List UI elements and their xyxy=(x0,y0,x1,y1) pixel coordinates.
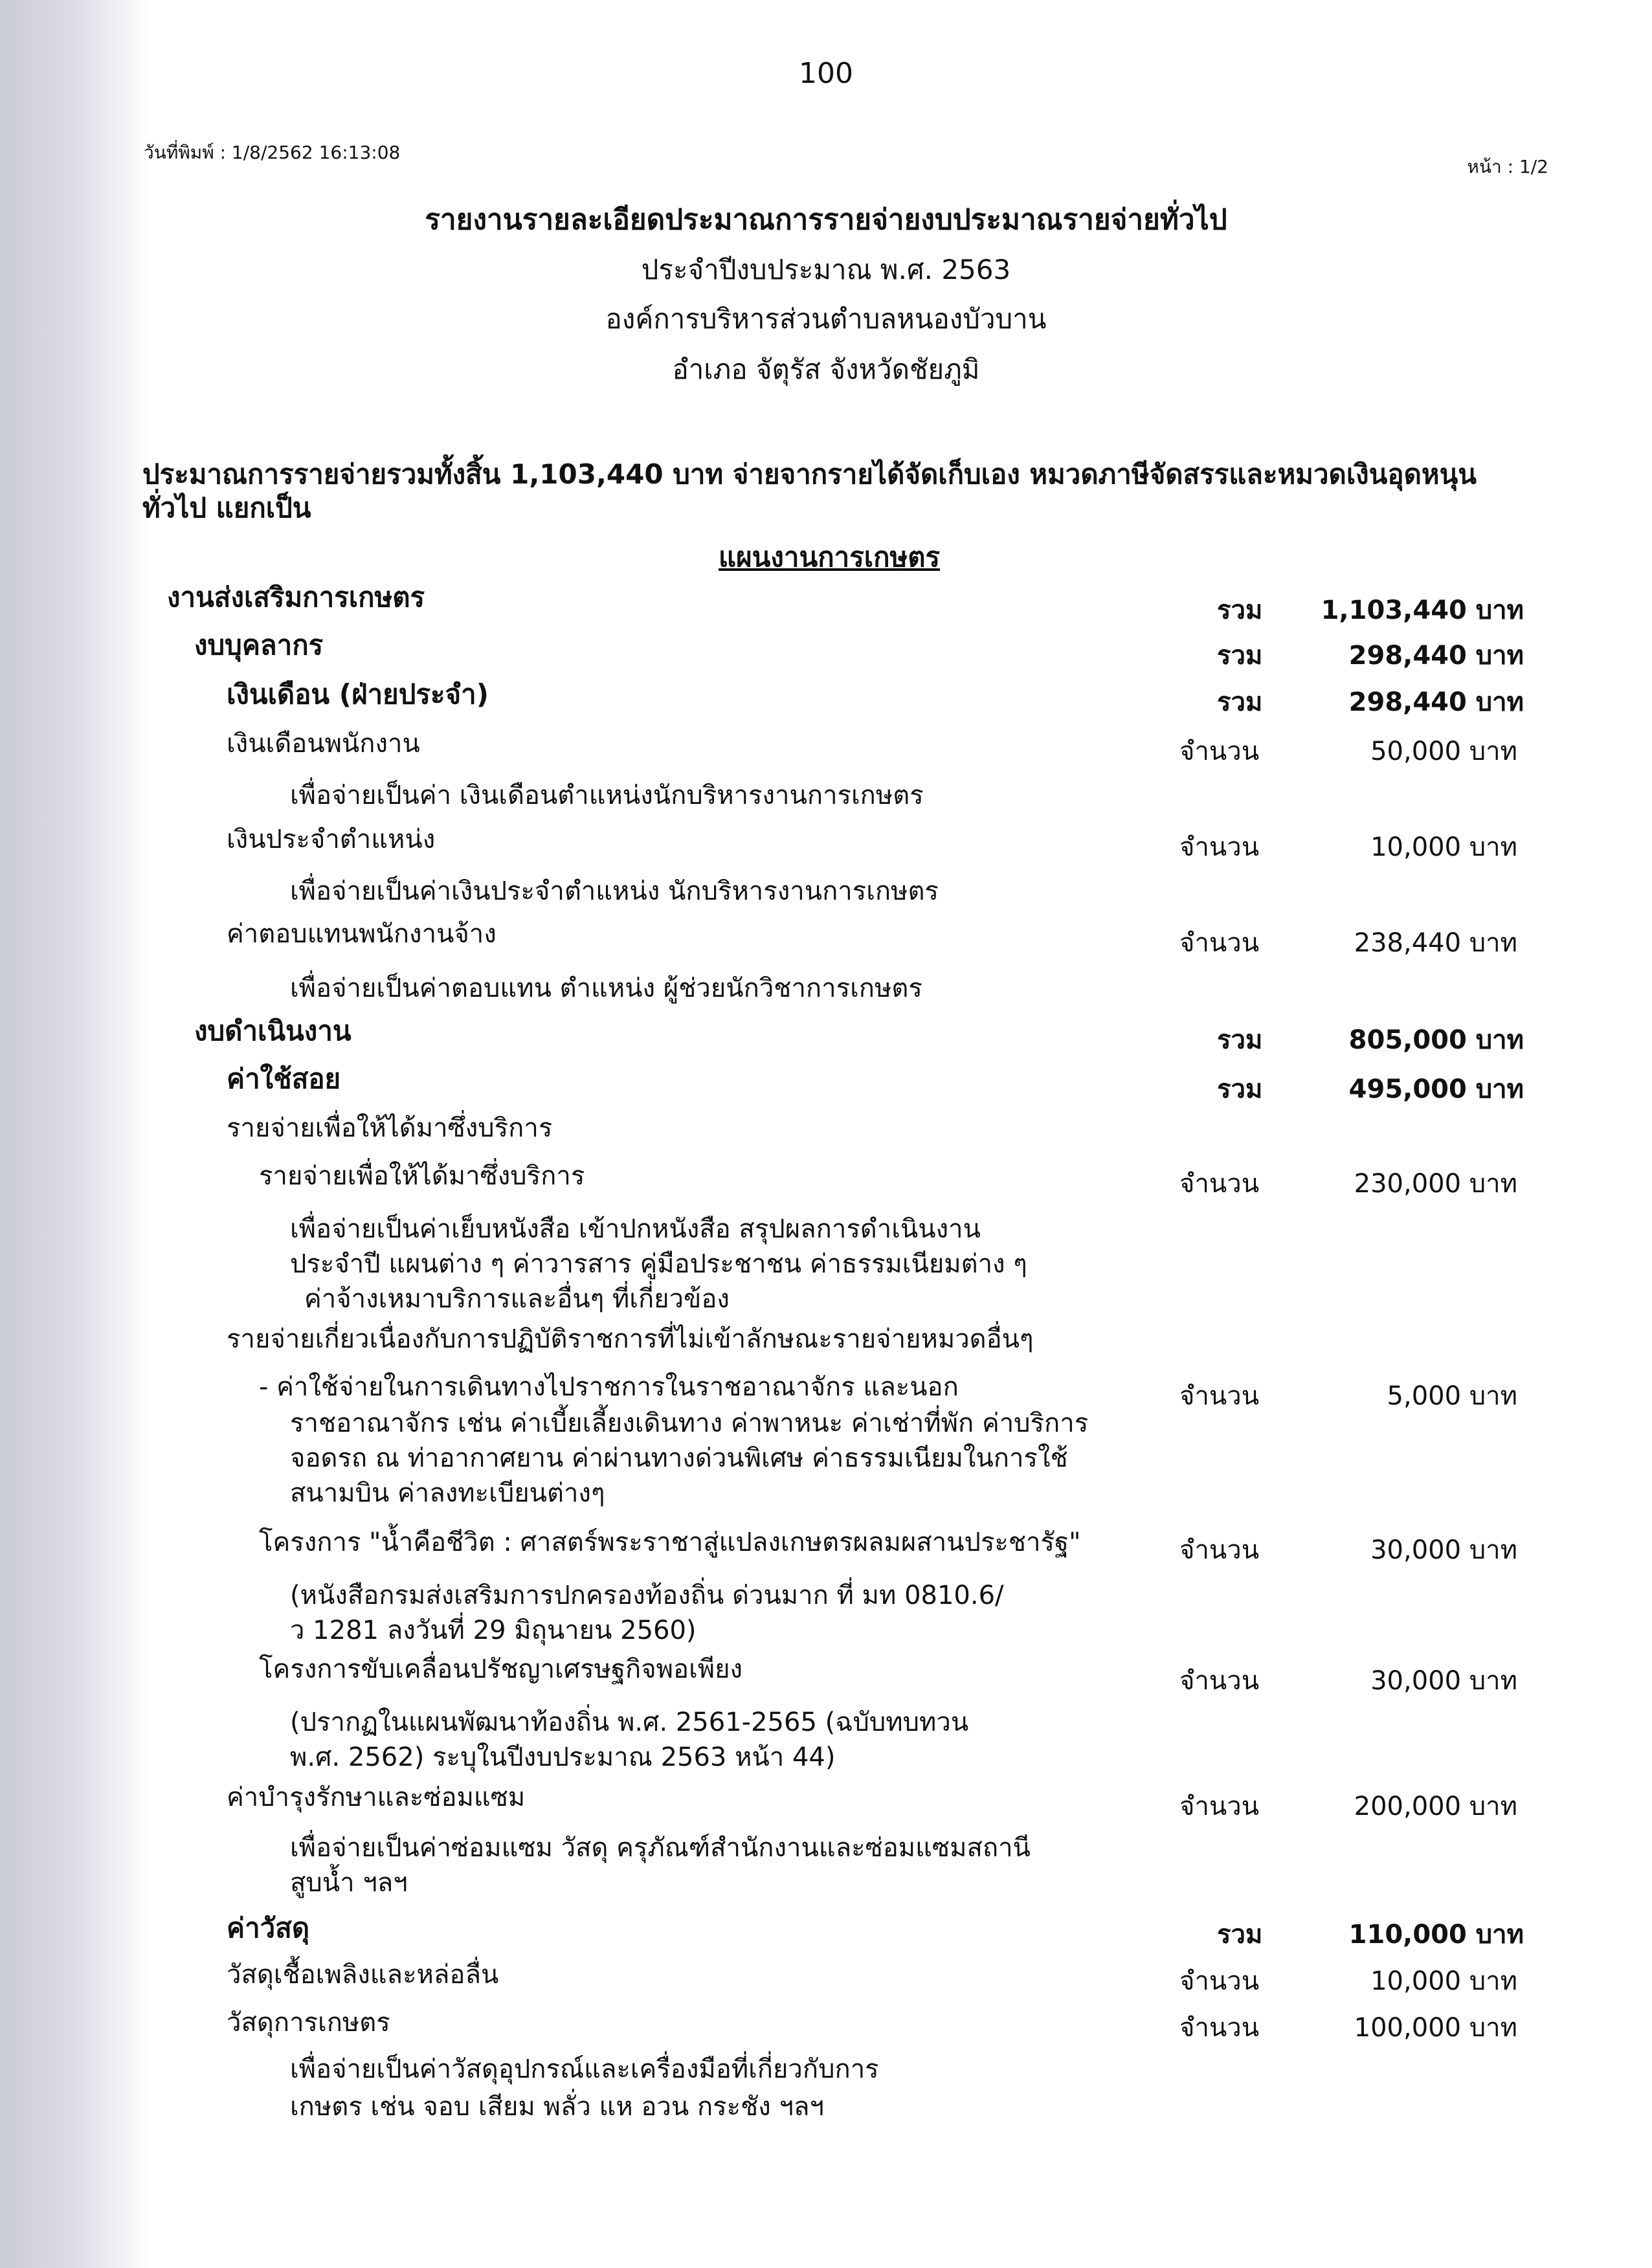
organization-name: องค์การบริหารส่วนตำบลหนองบัวบาน xyxy=(605,303,1047,335)
agri-materials-amount: 100,000 บาท xyxy=(1354,2013,1517,2043)
project-water-amount: 30,000 บาท xyxy=(1370,1535,1517,1565)
maintenance-desc-1: เพื่อจ่ายเป็นค่าซ่อมแซม วัสดุ ครุภัณฑ์สำนักงานและซ่อมแซมสถานี xyxy=(290,1833,1031,1863)
district-province: อำเภอ จัตุรัส จังหวัดชัยภูมิ xyxy=(672,353,980,385)
report-title: รายงานรายละเอียดประมาณการรายจ่ายงบประมาณรายจ่ายทั่วไป xyxy=(425,203,1227,236)
fuel-amount: 10,000 บาท xyxy=(1370,1966,1517,1996)
project-water-desc-1: (หนังสือกรมส่งเสริมการปกครองท้องถิ่น ด่วนมาก ที่ มท 0810.6/ xyxy=(290,1581,1004,1610)
travel-amount: 5,000 บาท xyxy=(1387,1381,1517,1411)
materials-category-name: ค่าวัสดุ xyxy=(227,1912,310,1944)
services-name: รายจ่ายเพื่อให้ได้มาซึ่งบริการ xyxy=(259,1161,585,1191)
operations-budget-amount: 805,000 บาท xyxy=(1348,1025,1524,1055)
agri-materials-name: วัสดุการเกษตร xyxy=(227,2008,390,2038)
plan-title: แผนงานการเกษตร xyxy=(719,541,941,573)
amount-label: จำนวน xyxy=(1179,1535,1260,1565)
amount-label: จำนวน xyxy=(1179,928,1260,958)
amount-label: จำนวน xyxy=(1179,1966,1260,1996)
project-water-name: โครงการ "น้ำคือชีวิต : ศาสตร์พระราชาสู่แปลงเกษตรผลมผสานประชารัฐ" xyxy=(259,1528,1081,1557)
agri-materials-desc-1: เพื่อจ่ายเป็นค่าวัสดุอุปกรณ์และเครื่องมือที่เกี่ยวกับการ xyxy=(290,2054,879,2084)
position-allowance-amount: 10,000 บาท xyxy=(1370,832,1517,862)
total-label: รวม xyxy=(1217,1920,1263,1950)
travel-line-1: - ค่าใช้จ่ายในการเดินทางไปราชการในราชอาณาจักร และนอก xyxy=(259,1372,959,1402)
expenses-category-name: ค่าใช้สอย xyxy=(227,1063,341,1095)
expenses-category-amount: 495,000 บาท xyxy=(1348,1074,1524,1104)
salary-category-amount: 298,440 บาท xyxy=(1348,687,1524,717)
project-sufficiency-desc-1: (ปรากฏในแผนพัฒนาท้องถิ่น พ.ศ. 2561-2565 (ฉบับทบทวน xyxy=(290,1707,969,1737)
project-sufficiency-desc-2: พ.ศ. 2562) ระบุในปีงบประมาณ 2563 หน้า 44) xyxy=(290,1742,836,1772)
work-amount: 1,103,440 บาท xyxy=(1321,595,1524,625)
employee-pay-amount: 238,440 บาท xyxy=(1354,928,1517,958)
travel-line-4: สนามบิน ค่าลงทะเบียนต่างๆ xyxy=(290,1478,605,1508)
salary-category-name: เงินเดือน (ฝ่ายประจำ) xyxy=(227,678,489,710)
project-water-desc-2: ว 1281 ลงวันที่ 29 มิถุนายน 2560) xyxy=(290,1616,697,1645)
travel-line-2: ราชอาณาจักร เช่น ค่าเบี้ยเลี้ยงเดินทาง ค่าพาหนะ ค่าเช่าที่พัก ค่าบริการ xyxy=(290,1408,1089,1438)
employee-pay-desc: เพื่อจ่ายเป็นค่าตอบแทน ตำแหน่ง ผู้ช่วยนักวิชาการเกษตร xyxy=(290,973,922,1003)
amount-label: จำนวน xyxy=(1179,832,1260,862)
page-indicator: หน้า : 1/2 xyxy=(1467,156,1548,177)
staff-salary-name: เงินเดือนพนักงาน xyxy=(227,729,420,759)
total-label: รวม xyxy=(1217,1074,1263,1104)
work-name: งานส่งเสริมการเกษตร xyxy=(167,581,425,613)
maintenance-desc-2: สูบน้ำ ฯลฯ xyxy=(290,1868,408,1898)
staff-salary-amount: 50,000 บาท xyxy=(1370,737,1517,766)
amount-label: จำนวน xyxy=(1179,1792,1260,1821)
services-desc-1: เพื่อจ่ายเป็นค่าเย็บหนังสือ เข้าปกหนังสือ สรุปผลการดำเนินงาน xyxy=(290,1214,981,1244)
staff-salary-desc: เพื่อจ่ายเป็นค่า เงินเดือนตำแหน่งนักบริหารงานการเกษตร xyxy=(290,781,924,810)
materials-category-amount: 110,000 บาท xyxy=(1348,1920,1524,1950)
travel-line-3: จอดรถ ณ ท่าอากาศยาน ค่าผ่านทางด่วนพิเศษ ค่าธรรมเนียมในการใช้ xyxy=(290,1443,1068,1473)
gov-group-name: รายจ่ายเกี่ยวเนื่องกับการปฏิบัติราชการที่ไม่เข้าลักษณะรายจ่ายหมวดอื่นๆ xyxy=(227,1324,1034,1354)
amount-label: จำนวน xyxy=(1179,1666,1260,1696)
services-desc-2: ประจำปี แผนต่าง ๆ ค่าวารสาร คู่มือประชาชน ค่าธรรมเนียมต่าง ๆ xyxy=(290,1249,1027,1279)
project-sufficiency-name: โครงการขับเคลื่อนปรัชญาเศรษฐกิจพอเพียง xyxy=(259,1654,743,1684)
services-group-name: รายจ่ายเพื่อให้ได้มาซึ่งบริการ xyxy=(227,1113,553,1143)
position-allowance-desc: เพื่อจ่ายเป็นค่าเงินประจำตำแหน่ง นักบริหารงานการเกษตร xyxy=(290,876,939,906)
fiscal-year: ประจำปีงบประมาณ พ.ศ. 2563 xyxy=(641,254,1011,285)
maintenance-amount: 200,000 บาท xyxy=(1354,1792,1517,1821)
amount-label: จำนวน xyxy=(1179,1169,1260,1199)
total-label: รวม xyxy=(1217,687,1263,717)
position-allowance-name: เงินประจำตำแหน่ง xyxy=(227,825,436,854)
amount-label: จำนวน xyxy=(1179,737,1260,766)
employee-pay-name: ค่าตอบแทนพนักงานจ้าง xyxy=(227,919,497,949)
amount-label: จำนวน xyxy=(1179,1381,1260,1411)
summary-line-1: ประมาณการรายจ่ายรวมทั้งสิ้น 1,103,440 บาท จ่ายจากรายได้จัดเก็บเอง หมวดภาษีจัดสรรและหมวดเงินอุดหนุน xyxy=(142,458,1477,490)
page-number: 100 xyxy=(799,57,853,90)
summary-line-2: ทั่วไป แยกเป็น xyxy=(142,492,311,524)
project-sufficiency-amount: 30,000 บาท xyxy=(1370,1666,1517,1696)
amount-label: จำนวน xyxy=(1179,2013,1260,2043)
agri-materials-desc-2: เกษตร เช่น จอบ เสียม พลั่ว แห อวน กระชัง ฯลฯ xyxy=(290,2092,824,2122)
total-label: รวม xyxy=(1217,595,1263,625)
maintenance-name: ค่าบำรุงรักษาและซ่อมแซม xyxy=(227,1783,526,1812)
personnel-budget-name: งบบุคลากร xyxy=(194,629,324,661)
personnel-budget-amount: 298,440 บาท xyxy=(1348,641,1524,671)
services-amount: 230,000 บาท xyxy=(1354,1169,1517,1199)
services-desc-3: ค่าจ้างเหมาบริการและอื่นๆ ที่เกี่ยวข้อง xyxy=(304,1284,730,1314)
total-label: รวม xyxy=(1217,641,1263,671)
total-label: รวม xyxy=(1217,1025,1263,1055)
operations-budget-name: งบดำเนินงาน xyxy=(194,1015,352,1047)
fuel-name: วัสดุเชื้อเพลิงและหล่อลื่น xyxy=(227,1960,499,1990)
print-date: วันที่พิมพ์ : 1/8/2562 16:13:08 xyxy=(144,142,401,163)
